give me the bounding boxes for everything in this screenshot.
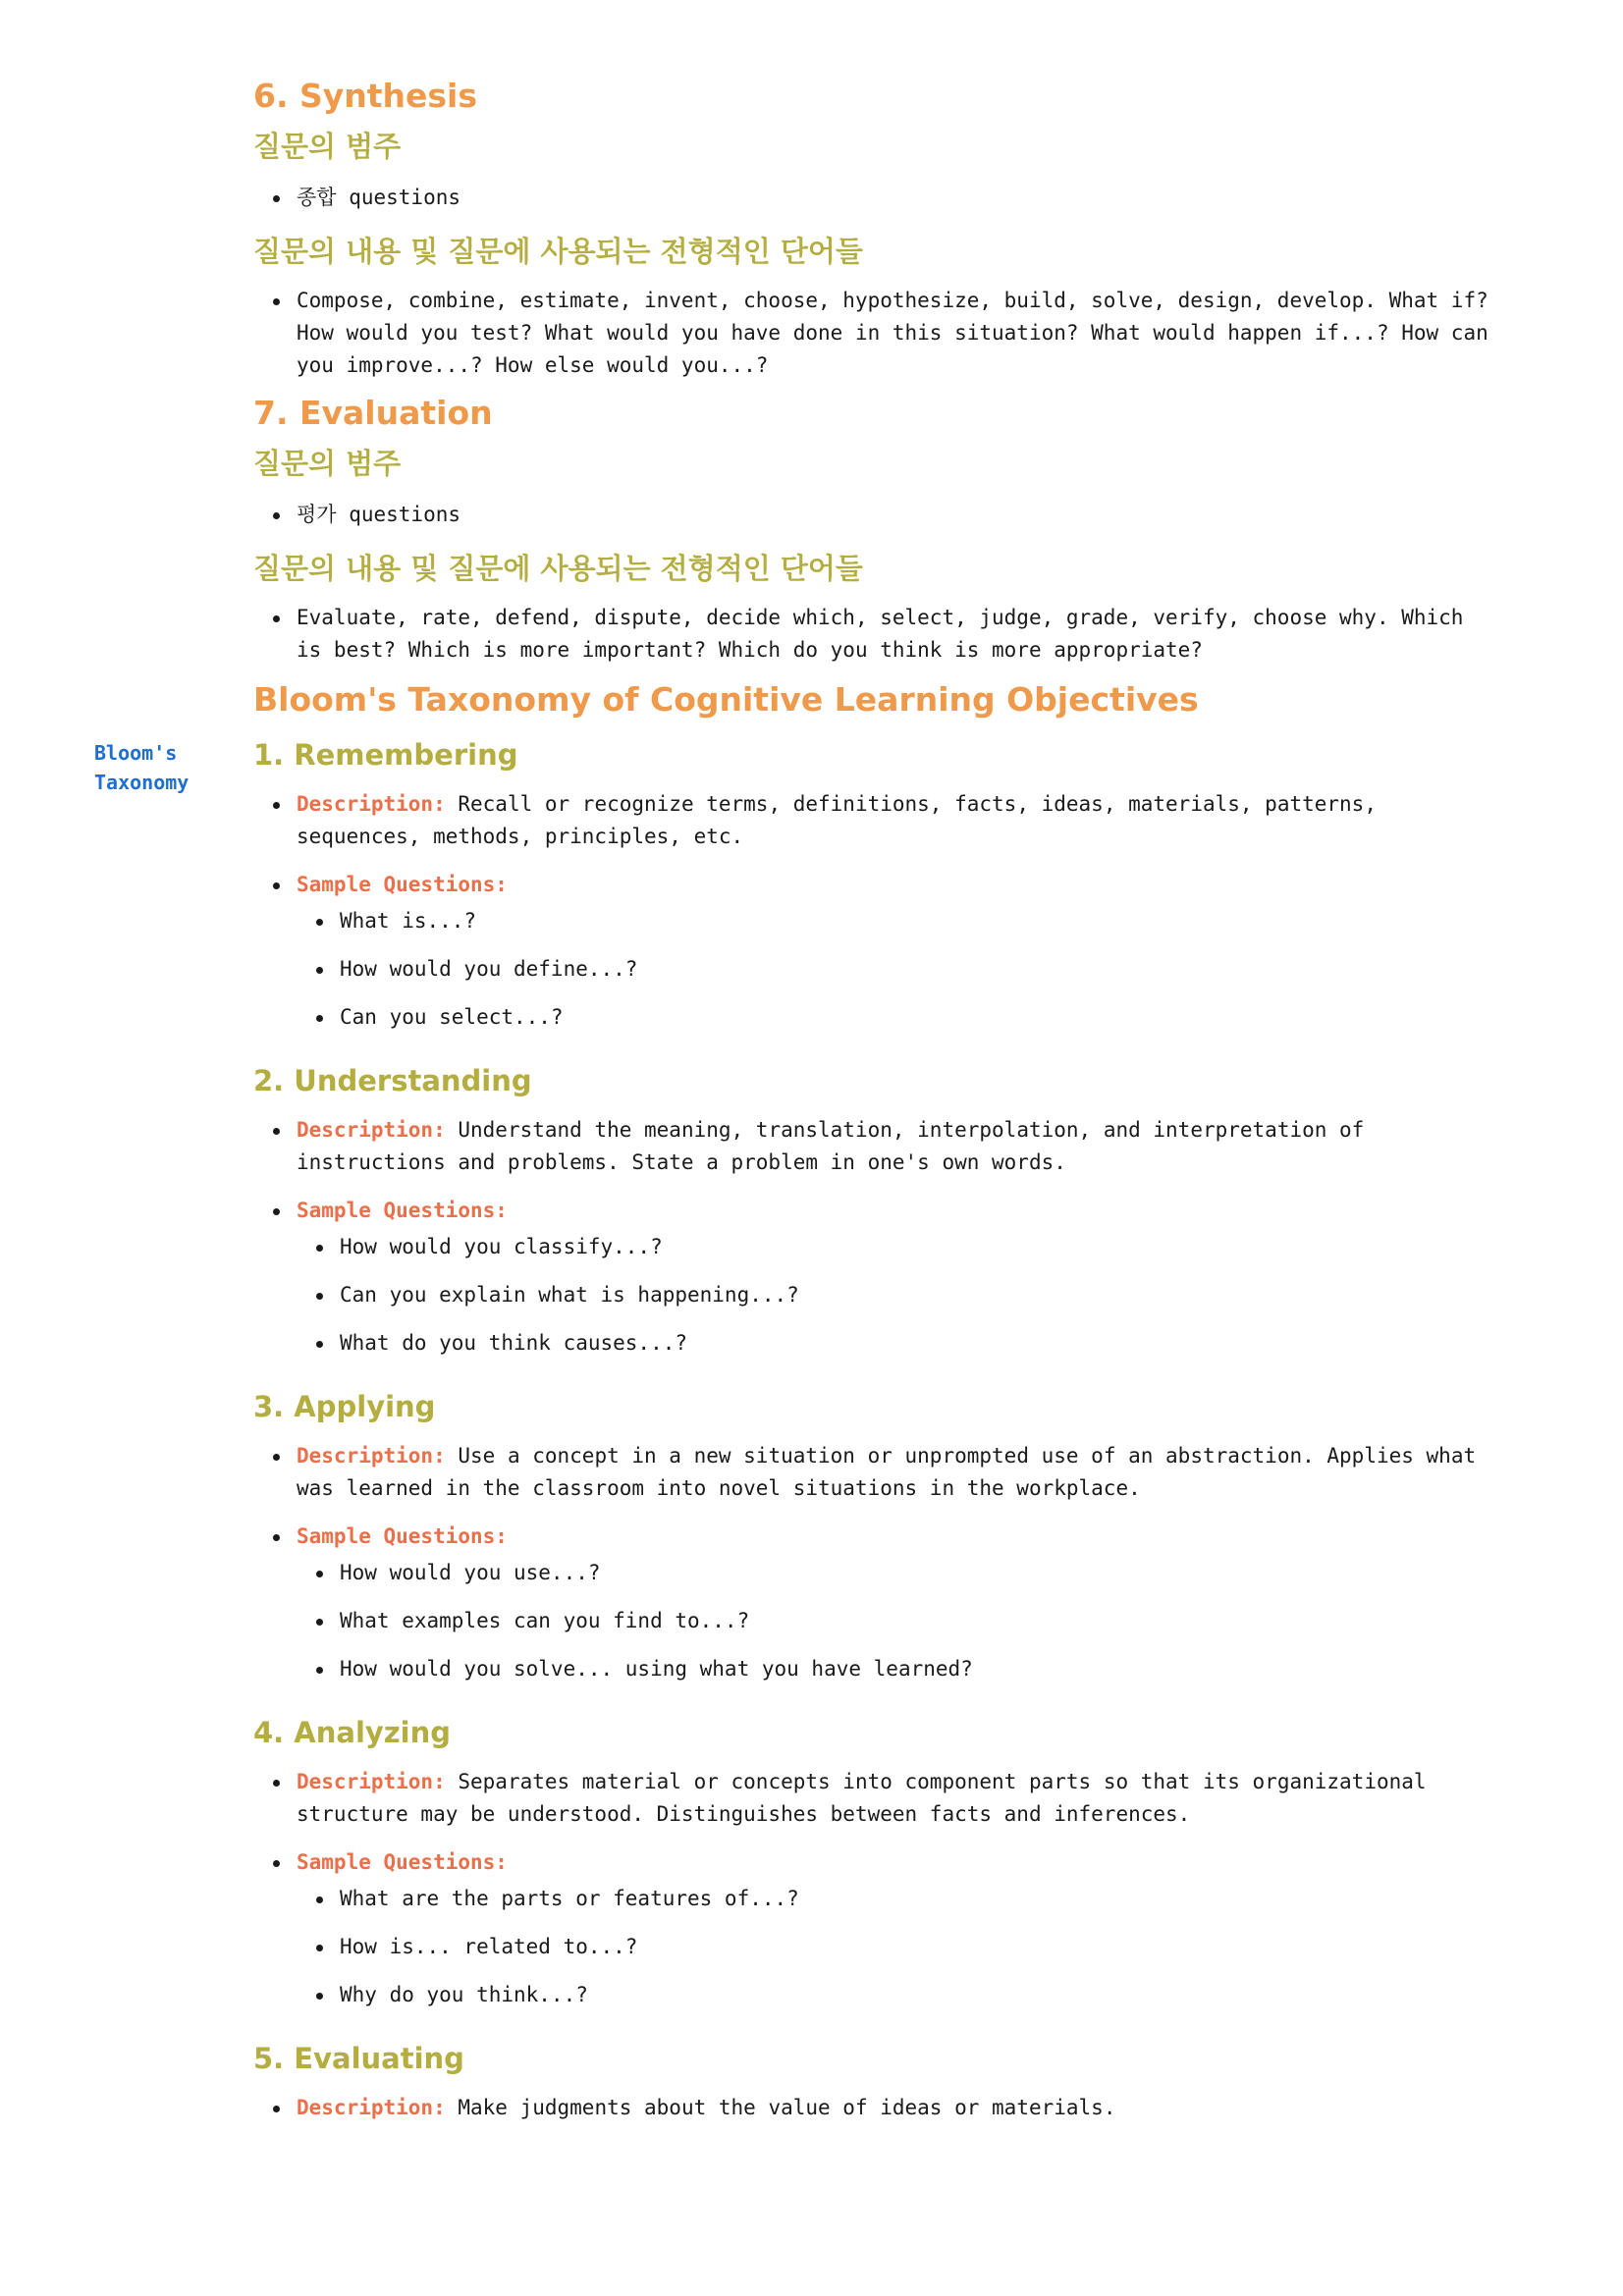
- synthesis-words-list: [253, 285, 1530, 382]
- level-1-description: [253, 788, 1530, 853]
- level-4-question-2: How is... related to...?: [297, 1931, 1530, 1963]
- evaluation-category-list: [253, 499, 1530, 531]
- evaluation-category-heading: 질문의 범주: [253, 447, 402, 480]
- level-3-desc-line-2: was learned in the classroom into novel situations in the workplace.: [297, 1476, 1141, 1500]
- level-4-desc-line-2: structure may be understood. Distinguishes between facts and inferences.: [297, 1802, 1191, 1826]
- level-4-sample-questions: [253, 1846, 1530, 2011]
- level-2-desc-line-2: instructions and problems. State a problem in one's own words.: [297, 1150, 1066, 1174]
- evaluation-words-item: [253, 602, 1530, 667]
- level-3-question-1: How would you use...?: [297, 1557, 1530, 1589]
- level-4-desc-line-1: Separates material or concepts into component parts so that its organizational: [458, 1770, 1427, 1793]
- level-4-question-1: What are the parts or features of...?: [297, 1883, 1530, 1915]
- synthesis-words-line-1: Compose, combine, estimate, invent, choose, hypothesize, build, solve, design, develop. What if?: [297, 289, 1488, 312]
- sample-questions-label: Sample Questions:: [297, 1524, 508, 1548]
- level-1-desc-line-2: sequences, methods, principles, etc.: [297, 825, 744, 848]
- blooms-taxonomy-title: Bloom's Taxonomy of Cognitive Learning Objectives: [253, 680, 1199, 719]
- level-1-question-1: What is...?: [297, 905, 1530, 937]
- description-label: Description:: [297, 792, 446, 816]
- evaluation-words-line-2: is best? Which is more important? Which do you think is more appropriate?: [297, 638, 1203, 662]
- level-2-description: [253, 1114, 1530, 1179]
- level-5-title: 5. Evaluating: [253, 2042, 464, 2075]
- evaluation-title: 7. Evaluation: [253, 394, 493, 432]
- level-4-list: [253, 1766, 1530, 2011]
- margin-note-line-2: Taxonomy: [94, 771, 189, 794]
- evaluation-category-item: 평가 questions: [253, 499, 1530, 531]
- description-label: Description:: [297, 2096, 446, 2119]
- description-label: Description:: [297, 1444, 446, 1468]
- margin-note-blooms-taxonomy: [94, 738, 222, 797]
- level-4-question-3: Why do you think...?: [297, 1979, 1530, 2011]
- synthesis-title: 6. Synthesis: [253, 77, 478, 115]
- margin-note-line-1: Bloom's: [94, 741, 178, 765]
- level-3-desc-line-1: Use a concept in a new situation or unprompted use of an abstraction. Applies what: [458, 1444, 1477, 1468]
- level-5-desc-line-1: Make judgments about the value of ideas or materials.: [458, 2096, 1116, 2119]
- level-1-question-3: Can you select...?: [297, 1001, 1530, 1034]
- level-2-sample-questions: [253, 1195, 1530, 1360]
- level-4-question-list: [297, 1883, 1530, 2011]
- sample-questions-label: Sample Questions:: [297, 1199, 508, 1222]
- sample-questions-label: Sample Questions:: [297, 873, 508, 896]
- level-2-question-list: [297, 1231, 1530, 1360]
- level-3-question-2: What examples can you find to...?: [297, 1605, 1530, 1637]
- level-2-list: [253, 1114, 1530, 1360]
- synthesis-category-item: 종합 questions: [253, 182, 1530, 214]
- synthesis-category-heading: 질문의 범주: [253, 130, 402, 163]
- level-3-title: 3. Applying: [253, 1390, 436, 1423]
- evaluation-words-list: [253, 602, 1530, 667]
- level-3-list: [253, 1440, 1530, 1685]
- level-5-description: [253, 2092, 1530, 2124]
- synthesis-words-item: [253, 285, 1530, 382]
- level-2-question-3: What do you think causes...?: [297, 1327, 1530, 1360]
- synthesis-words-line-3: you improve...? How else would you...?: [297, 353, 769, 377]
- level-3-question-list: [297, 1557, 1530, 1685]
- level-3-description: [253, 1440, 1530, 1505]
- description-label: Description:: [297, 1770, 446, 1793]
- level-2-desc-line-1: Understand the meaning, translation, interpolation, and interpretation of: [458, 1118, 1365, 1142]
- level-4-title: 4. Analyzing: [253, 1716, 452, 1749]
- sample-questions-label: Sample Questions:: [297, 1850, 508, 1874]
- evaluation-words-heading: 질문의 내용 및 질문에 사용되는 전형적인 단어들: [253, 552, 863, 585]
- level-5-list: [253, 2092, 1530, 2124]
- level-1-list: [253, 788, 1530, 1034]
- level-4-description: [253, 1766, 1530, 1831]
- synthesis-words-heading: 질문의 내용 및 질문에 사용되는 전형적인 단어들: [253, 235, 863, 268]
- synthesis-category-list: [253, 182, 1530, 214]
- description-label: Description:: [297, 1118, 446, 1142]
- level-1-sample-questions: [253, 869, 1530, 1034]
- level-1-question-2: How would you define...?: [297, 953, 1530, 986]
- level-3-question-3: How would you solve... using what you have learned?: [297, 1653, 1530, 1685]
- level-1-desc-line-1: Recall or recognize terms, definitions, facts, ideas, materials, patterns,: [458, 792, 1377, 816]
- level-3-sample-questions: [253, 1521, 1530, 1685]
- level-2-question-1: How would you classify...?: [297, 1231, 1530, 1263]
- document-body: [253, 71, 1530, 2124]
- evaluation-words-line-1: Evaluate, rate, defend, dispute, decide which, select, judge, grade, verify, choose why. Which: [297, 606, 1464, 629]
- synthesis-words-line-2: How would you test? What would you have done in this situation? What would happen if...? How can: [297, 321, 1488, 345]
- level-1-question-list: [297, 905, 1530, 1034]
- level-1-title: 1. Remembering: [253, 738, 518, 772]
- level-2-question-2: Can you explain what is happening...?: [297, 1279, 1530, 1311]
- level-2-title: 2. Understanding: [253, 1064, 532, 1097]
